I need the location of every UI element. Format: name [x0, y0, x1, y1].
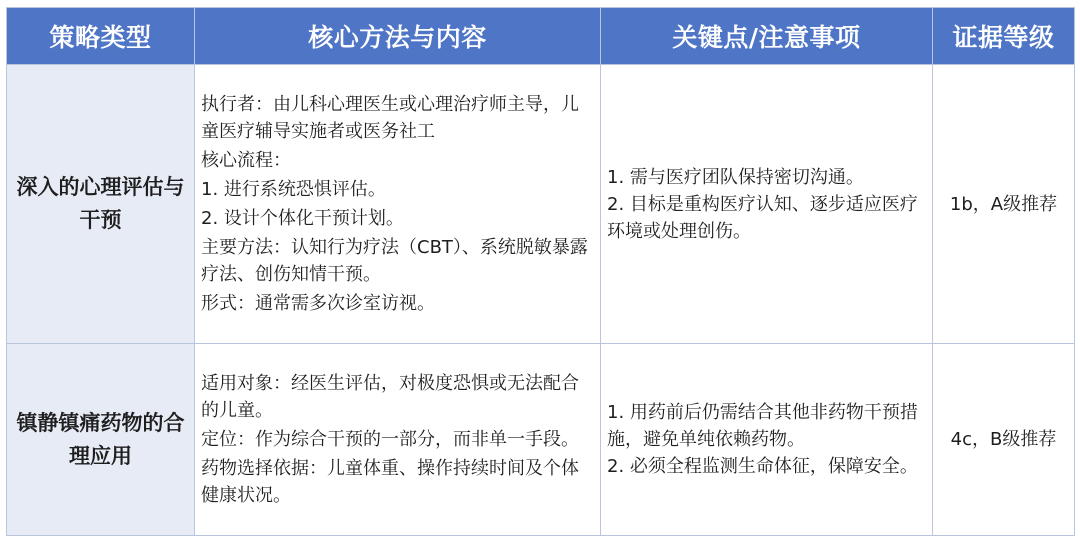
key-point-line: 1. 用药前后仍需结合其他非药物干预措施，避免单纯依赖药物。	[607, 402, 918, 450]
table-header-row	[7, 8, 1075, 65]
method-line: 执行者：由儿科心理医生或心理治疗师主导，儿童医疗辅导实施者或医务社工	[201, 94, 579, 142]
method-line: 形式：通常需多次诊室访视。	[201, 293, 435, 314]
strategy-table-wrapper	[6, 7, 1074, 535]
method-line: 适用对象：经医生评估，对极度恐惧或无法配合的儿童。	[201, 373, 579, 421]
strategy-table	[6, 7, 1075, 536]
strategy-type-cell: 深入的心理评估与干预	[7, 65, 195, 344]
core-method-cell	[195, 65, 601, 344]
table-row	[7, 65, 1075, 344]
header-key-points: 关键点/注意事项	[601, 8, 933, 65]
method-line: 主要方法：认知行为疗法（CBT）、系统脱敏暴露疗法、创伤知情干预。	[201, 237, 588, 285]
method-line: 药物选择依据：儿童体重、操作持续时间及个体健康状况。	[201, 458, 579, 506]
key-points-cell	[601, 344, 933, 536]
table-row	[7, 344, 1075, 536]
method-line: 定位：作为综合干预的一部分，而非单一手段。	[201, 429, 579, 450]
method-line: 1. 进行系统恐惧评估。	[201, 179, 386, 200]
key-point-line: 2. 目标是重构医疗认知、逐步适应医疗环境或处理创伤。	[607, 193, 918, 242]
method-line: 核心流程：	[201, 150, 291, 171]
header-strategy-type: 策略类型	[7, 8, 195, 65]
evidence-level-cell: 4c，B级推荐	[933, 344, 1075, 536]
core-method-cell	[195, 344, 601, 536]
method-line: 2. 设计个体化干预计划。	[201, 208, 404, 229]
key-point-line: 2. 必须全程监测生命体征，保障安全。	[607, 456, 918, 477]
strategy-type-cell: 镇静镇痛药物的合理应用	[7, 344, 195, 536]
evidence-level-cell: 1b，A级推荐	[933, 65, 1075, 344]
header-evidence-level: 证据等级	[933, 8, 1075, 65]
key-points-cell	[601, 65, 933, 344]
key-point-line: 1. 需与医疗团队保持密切沟通。	[607, 166, 864, 188]
header-core-method: 核心方法与内容	[195, 8, 601, 65]
